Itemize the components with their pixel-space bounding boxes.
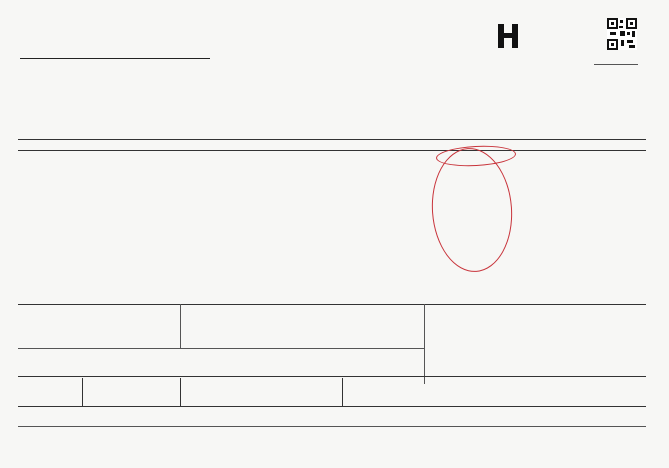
statement-top-rule (18, 348, 424, 349)
h-logo-icon (496, 22, 520, 50)
commodity-bottom-rule (18, 150, 646, 151)
footer-rule (18, 426, 646, 427)
qr-code (607, 18, 637, 50)
commodity-top-rule (18, 139, 646, 140)
signature-bottom-rule (18, 406, 646, 407)
handwritten-circle-tensile-head (436, 144, 517, 168)
note-divider (180, 304, 181, 348)
qr-code-icon (607, 18, 637, 50)
page-underline (594, 64, 638, 65)
right-note-divider (424, 304, 425, 384)
hyundai-steel-logo (496, 22, 576, 52)
notes-top-rule (18, 304, 646, 305)
signature-block (18, 378, 646, 406)
title-underline (20, 58, 210, 59)
signature-top-rule (18, 376, 646, 377)
